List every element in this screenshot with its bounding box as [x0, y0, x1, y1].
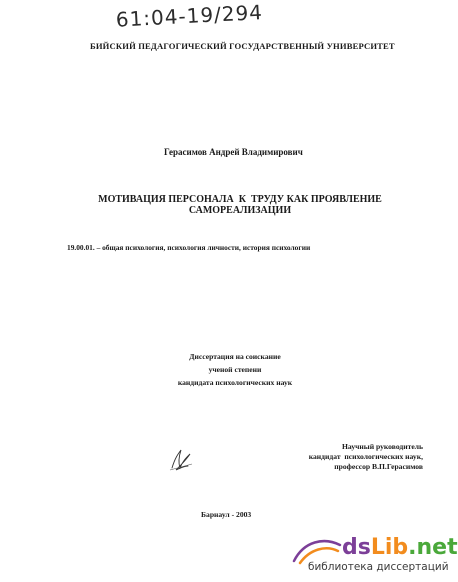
dslib-subtitle: библиотека диссертаций — [308, 561, 449, 573]
scientific-supervisor — [283, 442, 423, 472]
dslib-watermark[interactable] — [290, 535, 458, 577]
title-line-1: МОТИВАЦИЯ ПЕРСОНАЛА К ТРУДУ КАК ПРОЯВЛЕНИЕ — [98, 194, 382, 205]
logo-ds: ds — [342, 535, 371, 560]
supervisor-line-3: профессор В.П.Герасимов — [334, 462, 423, 471]
specialty-code: 19.00.01. – общая психология, психология личности, история психологии — [67, 243, 311, 252]
logo-lib: Lib — [370, 535, 409, 560]
signature-mark — [166, 444, 196, 474]
logo-net: .net — [408, 535, 458, 560]
title-line-2: САМОРЕАЛИЗАЦИИ — [188, 205, 292, 216]
supervisor-line-1: Научный руководитель — [342, 442, 423, 451]
degree-line-3: кандидата психологических наук — [177, 378, 293, 387]
author-name: Герасимов Андрей Владимирович — [164, 147, 303, 157]
supervisor-line-2: кандидат психологических наук, — [308, 452, 423, 461]
dslib-logo — [342, 535, 458, 561]
city-year: Барнаул - 2003 — [201, 510, 252, 519]
archive-code-handwritten: 61:04-19/294 — [115, 0, 264, 32]
degree-statement — [170, 350, 300, 389]
degree-line-1: Диссертация на соискание — [189, 352, 281, 361]
university-name: БИЙСКИЙ ПЕДАГОГИЧЕСКИЙ ГОСУДАРСТВЕННЫЙ УНИВЕРСИТЕТ — [90, 41, 395, 51]
dissertation-title — [90, 194, 390, 216]
degree-line-2: ученой степени — [208, 365, 262, 374]
